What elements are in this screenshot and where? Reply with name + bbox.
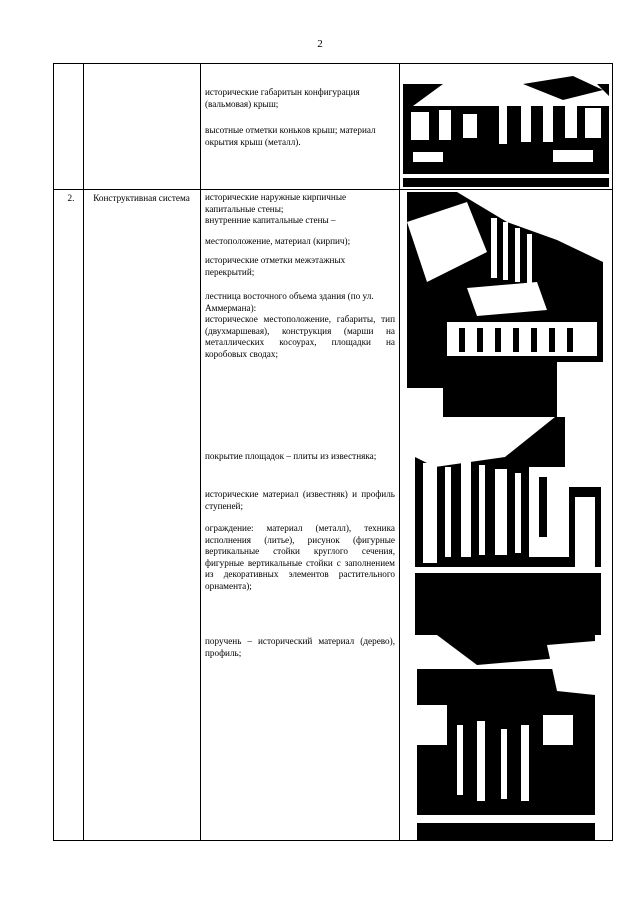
row-divider (53, 189, 613, 190)
staircase-photo (407, 192, 603, 417)
row2-paragraph: ограждение: материал (металл), техника исполнения (литье), рисунок (фигурные вертикальные стойки круглого сечения, фигурные вертикальные стойки с заполнением из декоративных элементов растительного орнамента); (205, 523, 395, 591)
building-facade-photo (403, 66, 609, 187)
row2-paragraph: исторические отметки межэтажных перекрытий; (205, 255, 346, 277)
row2-paragraph: местоположение, материал (кирпич); (205, 236, 351, 246)
row-number: 2. (67, 193, 75, 203)
col-divider-2 (200, 63, 201, 841)
handrail-photo (417, 635, 595, 840)
row2-paragraph: исторические материал (известняк) и профиль ступеней; (205, 489, 395, 511)
page-number: 2 (317, 38, 323, 50)
col-divider-3 (399, 63, 400, 841)
col-divider-1 (83, 63, 84, 841)
row2-paragraph: покрытие площадок – плиты из известняка; (205, 451, 377, 461)
table-right-rule (612, 63, 613, 841)
row1-paragraph: высотные отметки коньков крыш; материал окрытия крыш (металл). (205, 125, 376, 147)
table-bottom-rule (53, 840, 613, 841)
row2-paragraph: исторические наружные кирпичные капитальные стены; (205, 192, 347, 214)
row1-paragraph: исторические габаритын конфигурация (вальмовая) крыш; (205, 87, 360, 109)
heritage-table (53, 63, 613, 841)
table-top-rule (53, 63, 613, 64)
element-name: Конструктивная система (93, 193, 190, 203)
table-left-rule (53, 63, 54, 841)
row2-paragraph: поручень – исторический материал (дерево), профиль; (205, 636, 395, 658)
row2-paragraph: лестница восточного объема здания (по ул. Аммермана): (205, 291, 374, 313)
row2-paragraph: внутренние капитальные стены – (205, 215, 336, 225)
railing-photo (415, 417, 601, 635)
row2-paragraph: историческое местоположение, габариты, тип (двухмаршевая), конструкция (марши на металлических косоурах, площадки на коробовых сводах; (205, 314, 395, 359)
